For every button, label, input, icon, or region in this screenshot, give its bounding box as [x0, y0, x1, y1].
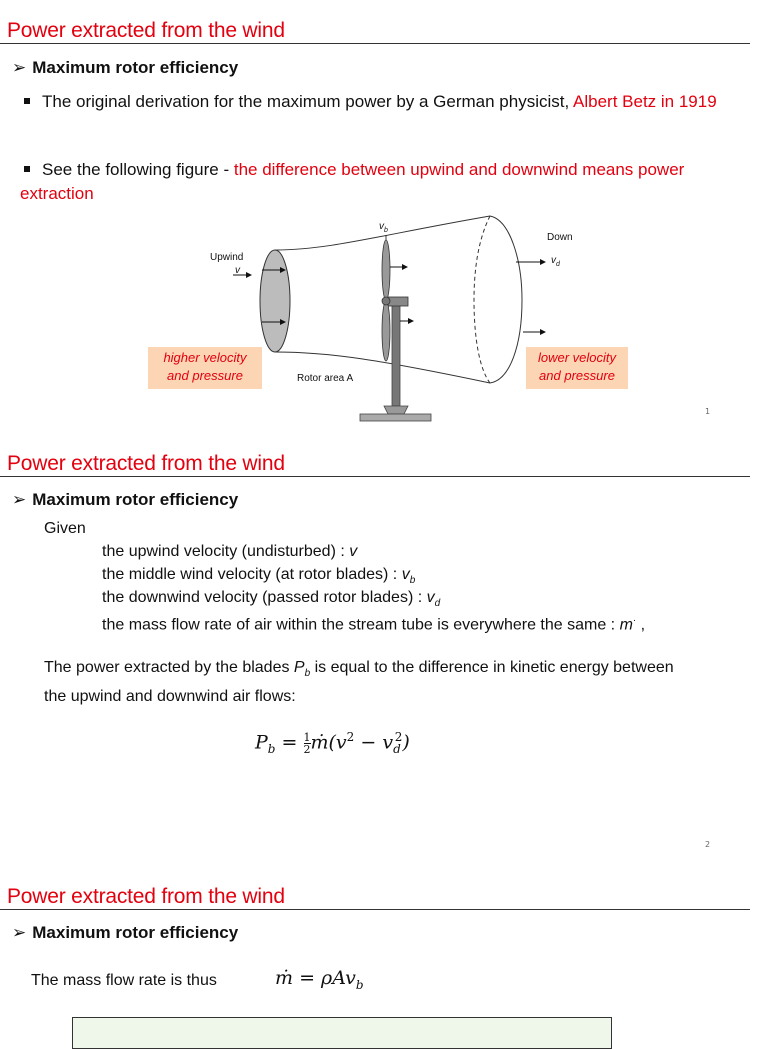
given-label: Given: [44, 520, 86, 537]
power-paragraph: The power extracted by the blades $P_b$ is equal to the difference in kinetic energy between the upwind and downwind air flows:: [44, 659, 674, 706]
arrow-bullet-icon: ➢: [12, 58, 27, 77]
mass-flow-formula: ṁ = ρAv$_b$: [275, 967, 364, 992]
given-item-massflow: the mass flow rate of air within the stream tube is everywhere the same : m· ,: [102, 615, 646, 634]
rotor-velocity-label: $v_b$: [379, 221, 388, 234]
slide-title: Power extracted from the wind: [7, 885, 285, 908]
slide-title: Power extracted from the wind: [7, 452, 285, 475]
bullet-2: See the following figure - the difference between upwind and downwind means power extraction: [20, 160, 685, 203]
arrow-bullet-icon: ➢: [12, 923, 27, 942]
upwind-var: v: [235, 265, 240, 276]
upwind-label: Upwind: [210, 252, 244, 263]
section-heading: ➢ Maximum rotor efficiency: [12, 490, 239, 509]
given-item-upwind: the upwind velocity (undisturbed) : v: [102, 543, 358, 560]
page-number: 1: [705, 407, 711, 416]
arrow-bullet-icon: ➢: [12, 490, 27, 509]
slide-title: Power extracted from the wind: [7, 19, 285, 42]
rotor-area-label: Rotor area A: [297, 373, 354, 384]
bullet-1: The original derivation for the maximum power by a German physicist, Albert Betz in 1919: [20, 90, 750, 114]
given-item-downwind: the downwind velocity (passed rotor blades) : $v_d$: [102, 589, 441, 610]
result-box: [72, 1017, 612, 1049]
title-rule: [0, 909, 750, 910]
section-heading: ➢ Maximum rotor efficiency: [12, 923, 239, 942]
down-var: $v_d$: [551, 255, 560, 268]
page-number: 2: [705, 840, 711, 849]
section-heading: ➢ Maximum rotor efficiency: [12, 58, 239, 77]
given-item-rotor: the middle wind velocity (at rotor blades) : $v_b$: [102, 566, 416, 587]
lower-velocity-box: lower velocity and pressure: [526, 347, 628, 389]
power-formula: $P_b = 1$ 2 $ṁ(v^2 - v_d^2)$: [255, 730, 410, 757]
mass-flow-text: The mass flow rate is thus: [31, 972, 217, 989]
higher-velocity-box: higher velocity and pressure: [148, 347, 262, 389]
down-label: Down: [547, 232, 573, 243]
